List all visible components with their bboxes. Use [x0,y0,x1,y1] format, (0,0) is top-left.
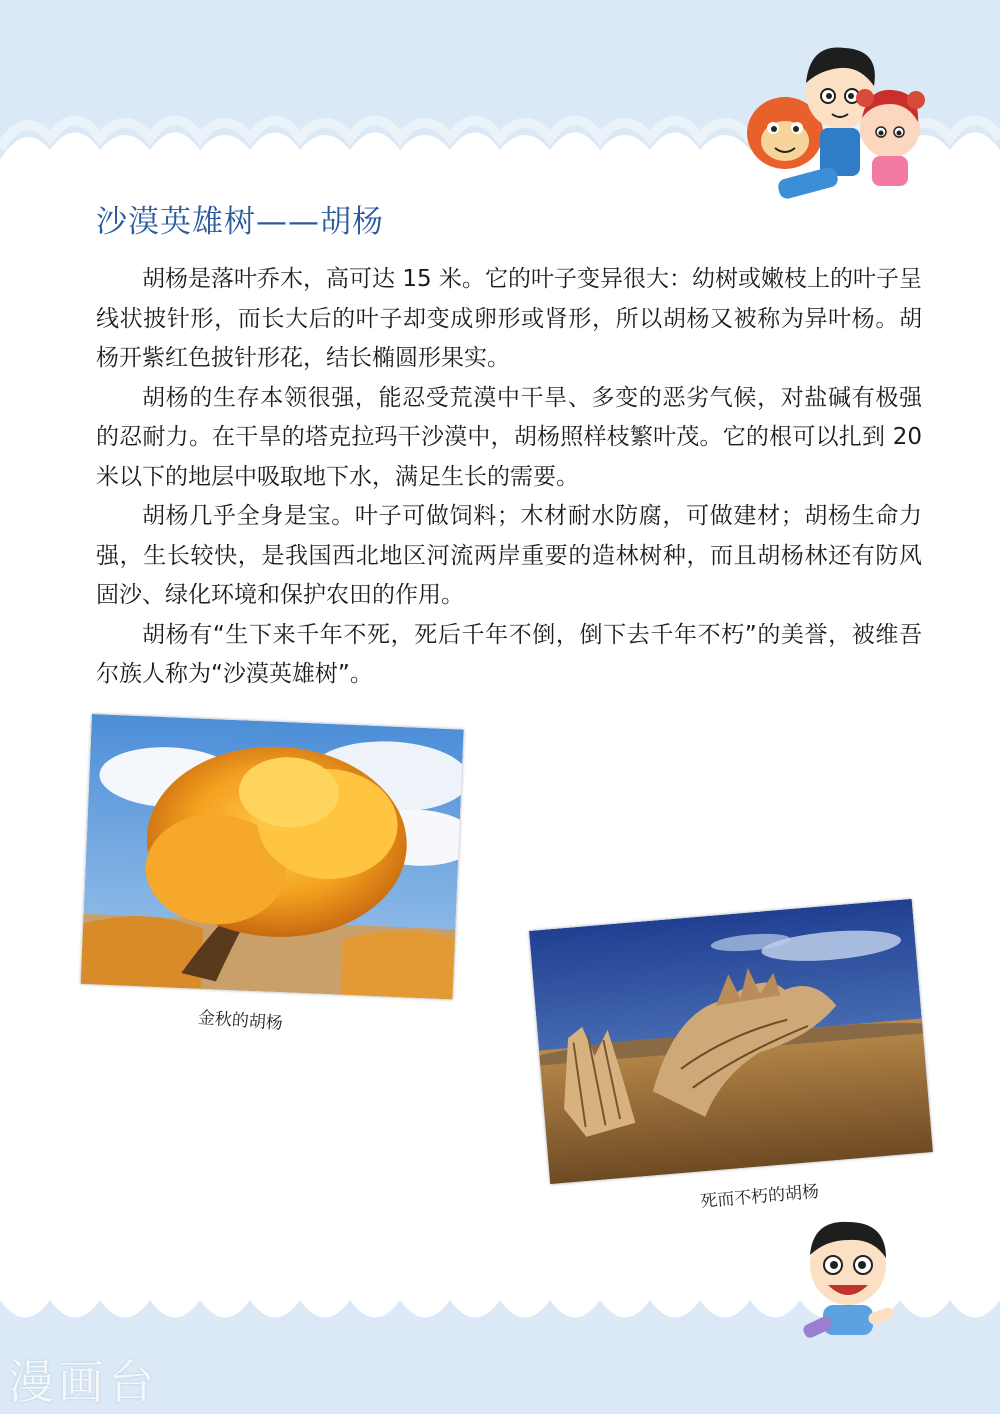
paragraph-1: 胡杨是落叶乔木，高可达 15 米。它的叶子变异很大：幼树或嫩枝上的叶子呈线状披针形，而长大后的叶子却变成卵形或肾形，所以胡杨又被称为异叶杨。胡杨开紫红色披针形花，结长椭圆形果实。 [96,266,922,371]
page-title: 沙漠英雄树——胡杨 [96,204,384,240]
watermark-logo: 漫画台 [8,1355,158,1409]
photo-golden-poplar [81,714,464,999]
paragraph-3: 胡杨几乎全身是宝。叶子可做饲料；木材耐水防腐，可做建材；胡杨生命力强，生长较快，是我国西北地区河流两岸重要的造林树种，而且胡杨林还有防风固沙、绿化环境和保护农田的作用。 [96,503,922,608]
photo-1-caption: 金秋的胡杨 [197,1008,284,1034]
article-body [96,260,922,695]
photo-dead-poplar [529,899,933,1184]
golden-poplar-image [81,714,464,999]
paragraph-2: 胡杨的生存本领很强，能忍受荒漠中干旱、多变的恶劣气候，对盐碱有极强的忍耐力。在干旱的塔克拉玛干沙漠中，胡杨照样枝繁叶茂。它的根可以扎到 20 米以下的地层中吸取地下水，满足生长的需要。 [96,384,922,490]
dead-poplar-image [529,899,933,1184]
photo-2-caption: 死而不朽的胡杨 [699,1181,820,1213]
cartoon-boy-bottom-icon [788,1210,908,1350]
paragraph-4: 胡杨有“生下来千年不死，死后千年不倒，倒下去千年不朽”的美誉，被维吾尔族人称为“沙漠英雄树”。 [96,621,922,687]
